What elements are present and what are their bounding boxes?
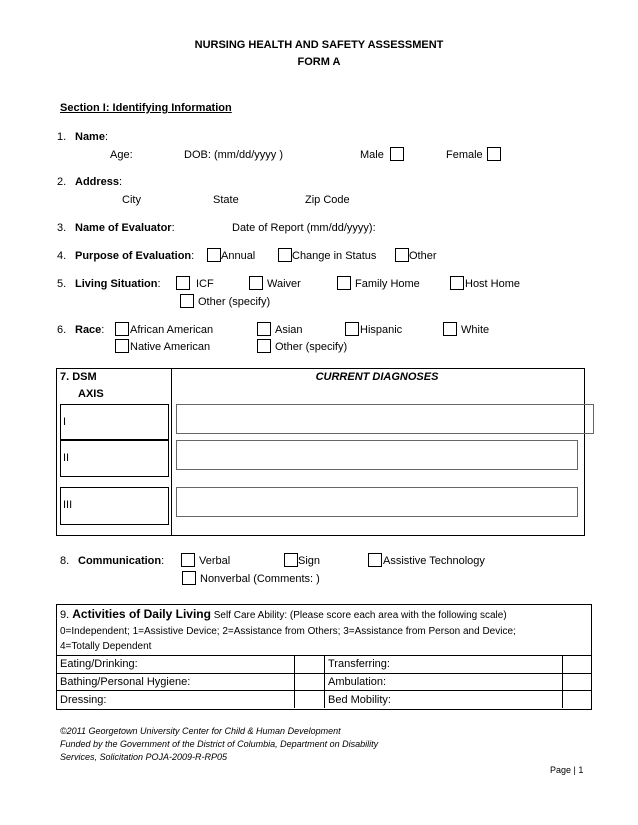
adl-ambulation-score[interactable] xyxy=(563,674,590,689)
q8-number: 8. xyxy=(60,555,70,567)
family-home-checkbox[interactable] xyxy=(337,276,351,290)
q1-number: 1. xyxy=(57,131,67,143)
host-home-checkbox[interactable] xyxy=(450,276,464,290)
q6-label: Race: xyxy=(75,324,105,336)
q3-number: 3. xyxy=(57,222,67,234)
axis-iii-diagnosis-field[interactable] xyxy=(176,487,578,517)
dsm-divider xyxy=(171,368,172,535)
african-american-label: African American xyxy=(130,324,214,336)
q3-label: Name of Evaluator: xyxy=(75,222,175,234)
report-date-label: Date of Report (mm/dd/yyyy): xyxy=(232,222,376,234)
hispanic-checkbox[interactable] xyxy=(345,322,359,336)
male-label: Male xyxy=(360,149,384,161)
living-other-checkbox[interactable] xyxy=(180,294,194,308)
axis-i-label: I xyxy=(63,416,67,428)
native-american-label: Native American xyxy=(130,341,211,353)
axis-i-cell xyxy=(60,404,169,440)
axis-ii-diagnosis-field[interactable] xyxy=(176,440,578,470)
adl-bed-mobility-score[interactable] xyxy=(563,691,590,707)
adl-ambulation-label: Ambulation: xyxy=(328,676,387,688)
form-title: NURSING HEALTH AND SAFETY ASSESSMENT xyxy=(194,39,444,51)
adl-transferring-label: Transferring: xyxy=(328,658,390,670)
waiver-checkbox[interactable] xyxy=(249,276,263,290)
q5-number: 5. xyxy=(57,278,67,290)
q2-number: 2. xyxy=(57,176,67,188)
verbal-label: Verbal xyxy=(199,555,231,567)
dsm-label: 7. DSM xyxy=(60,371,97,383)
adl-bathing-score[interactable] xyxy=(295,674,323,689)
white-checkbox[interactable] xyxy=(443,322,457,336)
adl-scale-line2: 4=Totally Dependent xyxy=(60,641,152,652)
sign-label: Sign xyxy=(298,555,321,567)
adl-dressing-score[interactable] xyxy=(295,691,323,707)
q4-number: 4. xyxy=(57,250,67,262)
diagnoses-header: CURRENT DIAGNOSES xyxy=(315,371,439,383)
age-label: Age: xyxy=(110,149,133,161)
purpose-other-checkbox[interactable] xyxy=(395,248,409,262)
waiver-label: Waiver xyxy=(267,278,301,290)
footer-solicitation: Services, Solicitation POJA-2009-R-RP05 xyxy=(60,752,228,762)
q5-label: Living Situation: xyxy=(75,278,161,290)
adl-eating-score[interactable] xyxy=(295,656,323,672)
adl-eating-label: Eating/Drinking: xyxy=(60,658,138,670)
living-other-label: Other (specify) xyxy=(198,296,271,308)
change-status-checkbox[interactable] xyxy=(278,248,292,262)
section-heading: Section I: Identifying Information xyxy=(60,102,232,114)
adl-col-line-2 xyxy=(324,655,325,708)
q6-number: 6. xyxy=(57,324,67,336)
white-label: White xyxy=(461,324,490,336)
assistive-tech-checkbox[interactable] xyxy=(368,553,382,567)
zip-label: Zip Code xyxy=(305,194,350,206)
male-checkbox[interactable] xyxy=(390,147,404,161)
axis-i-diagnosis-field[interactable] xyxy=(176,404,594,434)
footer-copyright: ©2011 Georgetown University Center for Child & Human Development xyxy=(60,726,341,736)
female-checkbox[interactable] xyxy=(487,147,501,161)
axis-i-overflow-top xyxy=(583,404,593,405)
axis-ii-label: II xyxy=(63,452,70,464)
family-home-label: Family Home xyxy=(355,278,420,290)
native-american-checkbox[interactable] xyxy=(115,339,129,353)
q4-label: Purpose of Evaluation: xyxy=(75,250,195,262)
assistive-tech-label: Assistive Technology xyxy=(383,555,485,567)
adl-dressing-label: Dressing: xyxy=(60,694,107,706)
axis-iii-label: III xyxy=(63,499,73,511)
city-label: City xyxy=(122,194,141,206)
nonverbal-checkbox[interactable] xyxy=(182,571,196,585)
nonverbal-label: Nonverbal (Comments: ) xyxy=(200,573,320,585)
adl-scale-line1: 0=Independent; 1=Assistive Device; 2=Assistance from Others; 3=Assistance from Person and Device; xyxy=(60,626,516,637)
axis-iii-cell xyxy=(60,487,169,525)
icf-checkbox[interactable] xyxy=(176,276,190,290)
host-home-label: Host Home xyxy=(465,278,521,290)
adl-title: 9. Activities of Daily Living Self Care Ability: (Please score each area with the following scale) xyxy=(60,607,507,621)
annual-checkbox[interactable] xyxy=(207,248,221,262)
asian-checkbox[interactable] xyxy=(257,322,271,336)
axis-label: AXIS xyxy=(78,388,104,400)
adl-bathing-label: Bathing/Personal Hygiene: xyxy=(60,676,191,688)
african-american-checkbox[interactable] xyxy=(115,322,129,336)
communication-label: Communication: xyxy=(78,555,165,567)
asian-label: Asian xyxy=(275,324,303,336)
verbal-checkbox[interactable] xyxy=(181,553,195,567)
axis-ii-cell xyxy=(60,440,169,477)
page-number: Page | 1 xyxy=(550,765,584,775)
adl-bed-mobility-label: Bed Mobility: xyxy=(328,694,391,706)
annual-label: Annual xyxy=(221,250,256,262)
change-status-label: Change in Status xyxy=(292,250,377,262)
q1-label: Name: xyxy=(75,131,109,143)
state-label: State xyxy=(213,194,239,206)
footer-funding: Funded by the Government of the District of Columbia, Department on Disability xyxy=(60,739,379,749)
hispanic-label: Hispanic xyxy=(360,324,403,336)
form-subtitle: FORM A xyxy=(297,56,341,68)
q2-label: Address: xyxy=(75,176,123,188)
race-other-label: Other (specify) xyxy=(275,341,348,353)
race-other-checkbox[interactable] xyxy=(257,339,271,353)
female-label: Female xyxy=(446,149,483,161)
icf-label: ICF xyxy=(196,278,214,290)
dob-label: DOB: (mm/dd/yyyy ) xyxy=(184,149,284,161)
purpose-other-label: Other xyxy=(409,250,437,262)
adl-transferring-score[interactable] xyxy=(563,656,590,672)
sign-checkbox[interactable] xyxy=(284,553,298,567)
